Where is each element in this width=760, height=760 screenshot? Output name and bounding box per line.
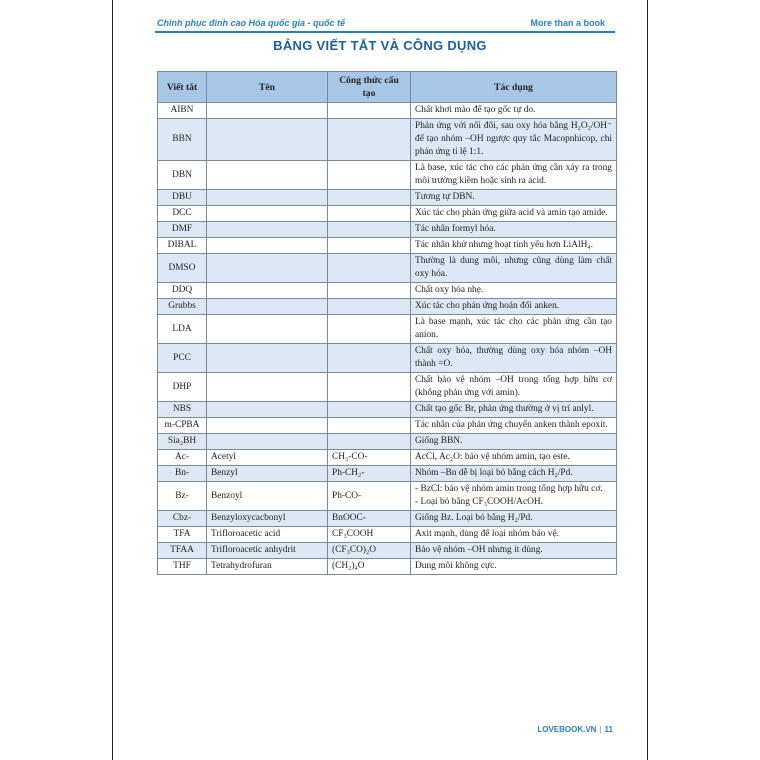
cell-use: Chất oxy hóa, thường dùng oxy hóa nhóm –OH thành =O. bbox=[411, 344, 617, 373]
cell-abbr: DMF bbox=[158, 222, 207, 238]
column-header-use: Tác dụng bbox=[411, 72, 617, 103]
cell-formula bbox=[328, 299, 411, 315]
cell-name: Benzoyl bbox=[207, 482, 328, 511]
cell-name bbox=[207, 344, 328, 373]
cell-use: Phản ứng với nối đôi, sau oxy hóa bằng H₂O₂/OH⁻ để tạo nhóm –OH ngược quy tắc Macopnhicop, chỉ phản ứng tỉ lệ 1:1. bbox=[411, 119, 617, 161]
table-row bbox=[158, 206, 617, 222]
cell-name bbox=[207, 402, 328, 418]
cell-use: Tác nhân khử nhưng hoạt tính yếu hơn LiAlH₄. bbox=[411, 238, 617, 254]
cell-formula: CH₃-CO- bbox=[328, 450, 411, 466]
cell-abbr: THF bbox=[158, 559, 207, 575]
header-slogan: More than a book bbox=[530, 18, 605, 28]
cell-abbr: m-CPBA bbox=[158, 418, 207, 434]
cell-name bbox=[207, 299, 328, 315]
cell-abbr: LDA bbox=[158, 315, 207, 344]
cell-name bbox=[207, 254, 328, 283]
cell-name bbox=[207, 190, 328, 206]
header-divider bbox=[155, 31, 615, 33]
cell-formula bbox=[328, 254, 411, 283]
cell-use: Tác nhân formyl hóa. bbox=[411, 222, 617, 238]
cell-abbr: DMSO bbox=[158, 254, 207, 283]
cell-name bbox=[207, 161, 328, 190]
cell-name: Acetyl bbox=[207, 450, 328, 466]
cell-formula bbox=[328, 315, 411, 344]
table-row bbox=[158, 344, 617, 373]
table-row bbox=[158, 299, 617, 315]
footer-separator: | bbox=[599, 725, 602, 734]
cell-name bbox=[207, 119, 328, 161]
table-body bbox=[158, 103, 617, 575]
cell-abbr: DIBAL bbox=[158, 238, 207, 254]
cell-abbr: TFA bbox=[158, 527, 207, 543]
cell-formula bbox=[328, 402, 411, 418]
cell-use: Là base mạnh, xúc tác cho các phản ứng cần tạo anion. bbox=[411, 315, 617, 344]
cell-abbr: TFAA bbox=[158, 543, 207, 559]
cell-abbr: BBN bbox=[158, 119, 207, 161]
cell-abbr: DDQ bbox=[158, 283, 207, 299]
cell-use: Bảo vệ nhóm –OH nhưng ít dùng. bbox=[411, 543, 617, 559]
cell-formula bbox=[328, 418, 411, 434]
cell-formula bbox=[328, 283, 411, 299]
table-row bbox=[158, 222, 617, 238]
footer-site: LOVEBOOK.VN bbox=[537, 725, 597, 734]
table-row bbox=[158, 373, 617, 402]
cell-name bbox=[207, 434, 328, 450]
cell-abbr: Bn- bbox=[158, 466, 207, 482]
cell-use: Tác nhân của phản ứng chuyển anken thành epoxit. bbox=[411, 418, 617, 434]
running-header bbox=[155, 18, 607, 32]
table-row bbox=[158, 103, 617, 119]
cell-abbr: Cbz- bbox=[158, 511, 207, 527]
cell-use: Xúc tác cho phản ứng hoán đổi anken. bbox=[411, 299, 617, 315]
cell-use: Là base, xúc tác cho các phản ứng cần xảy ra trong môi trường kiềm hoặc sinh ra acid. bbox=[411, 161, 617, 190]
table-row bbox=[158, 418, 617, 434]
cell-name bbox=[207, 103, 328, 119]
cell-use: - BzCl: bảo vệ nhóm amin trong tổng hợp hữu cơ. - Loại bỏ bằng CF₃COOH/AcOH. bbox=[411, 482, 617, 511]
cell-abbr: Bz- bbox=[158, 482, 207, 511]
cell-abbr: DBU bbox=[158, 190, 207, 206]
table-row bbox=[158, 238, 617, 254]
cell-name bbox=[207, 222, 328, 238]
table-row bbox=[158, 543, 617, 559]
cell-use: Giống BBN. bbox=[411, 434, 617, 450]
cell-formula bbox=[328, 206, 411, 222]
cell-formula: (CF₃CO)₂O bbox=[328, 543, 411, 559]
cell-use: AcCl, Ac₂O: bảo vệ nhóm amin, tạo este. bbox=[411, 450, 617, 466]
cell-formula bbox=[328, 238, 411, 254]
table-row bbox=[158, 315, 617, 344]
cell-name bbox=[207, 238, 328, 254]
table-row bbox=[158, 527, 617, 543]
table-row bbox=[158, 559, 617, 575]
column-header-formula: Công thức cấu tạo bbox=[328, 72, 411, 103]
cell-use: Thường là dung môi, nhưng cũng dùng làm chất oxy hóa. bbox=[411, 254, 617, 283]
cell-formula: Ph-CO- bbox=[328, 482, 411, 511]
page-footer bbox=[537, 725, 613, 734]
cell-name: Trifloroacetic acid bbox=[207, 527, 328, 543]
table-row bbox=[158, 161, 617, 190]
cell-name: Tetrahydrofuran bbox=[207, 559, 328, 575]
cell-name: Benzyl bbox=[207, 466, 328, 482]
cell-abbr: DHP bbox=[158, 373, 207, 402]
table-row bbox=[158, 283, 617, 299]
cell-formula bbox=[328, 373, 411, 402]
cell-formula bbox=[328, 161, 411, 190]
cell-abbr: NBS bbox=[158, 402, 207, 418]
page-title: BẢNG VIẾT TẮT VÀ CÔNG DỤNG bbox=[273, 38, 487, 53]
cell-formula: BnOOC- bbox=[328, 511, 411, 527]
cell-use: Chất tạo gốc Br, phản ứng thường ở vị trí anlyl. bbox=[411, 402, 617, 418]
page-number: 11 bbox=[604, 725, 613, 734]
header-book-title: Chinh phục đỉnh cao Hóa quốc gia - quốc tế bbox=[157, 18, 345, 28]
cell-formula: Ph-CH₂- bbox=[328, 466, 411, 482]
abbreviation-table bbox=[157, 71, 617, 575]
cell-name bbox=[207, 283, 328, 299]
cell-abbr: PCC bbox=[158, 344, 207, 373]
cell-formula bbox=[328, 119, 411, 161]
cell-abbr: Grubbs bbox=[158, 299, 207, 315]
cell-use: Axit mạnh, dùng để loại nhóm bảo vệ. bbox=[411, 527, 617, 543]
cell-use: Chất bảo vệ nhóm –OH trong tổng hợp hữu cơ (không phản ứng với amin). bbox=[411, 373, 617, 402]
cell-formula bbox=[328, 344, 411, 373]
table-row bbox=[158, 402, 617, 418]
table-row bbox=[158, 119, 617, 161]
cell-use: Giống Bz. Loại bỏ bằng H₂/Pd. bbox=[411, 511, 617, 527]
cell-abbr: DBN bbox=[158, 161, 207, 190]
column-header-abbr: Viết tắt bbox=[158, 72, 207, 103]
cell-name: Benzyloxycacbonyl bbox=[207, 511, 328, 527]
cell-abbr: DCC bbox=[158, 206, 207, 222]
table-row bbox=[158, 450, 617, 466]
cell-name bbox=[207, 373, 328, 402]
cell-use: Nhóm –Bn dễ bị loại bỏ bằng cách H₂/Pd. bbox=[411, 466, 617, 482]
cell-name bbox=[207, 315, 328, 344]
cell-use: Dung môi không cực. bbox=[411, 559, 617, 575]
cell-formula: CF₃COOH bbox=[328, 527, 411, 543]
cell-formula: (CH₂)₄O bbox=[328, 559, 411, 575]
cell-abbr: Sia₂BH bbox=[158, 434, 207, 450]
cell-use: Tương tự DBN. bbox=[411, 190, 617, 206]
column-header-name: Tên bbox=[207, 72, 328, 103]
cell-use: Chất khơi mào để tạo gốc tự do. bbox=[411, 103, 617, 119]
document-page bbox=[112, 0, 648, 760]
cell-name bbox=[207, 206, 328, 222]
cell-formula bbox=[328, 103, 411, 119]
cell-formula bbox=[328, 434, 411, 450]
cell-name: Trifloroacetic anhydrit bbox=[207, 543, 328, 559]
cell-formula bbox=[328, 222, 411, 238]
table-header-row bbox=[158, 72, 617, 103]
table-row bbox=[158, 190, 617, 206]
table-row bbox=[158, 466, 617, 482]
cell-abbr: AIBN bbox=[158, 103, 207, 119]
table-row bbox=[158, 254, 617, 283]
cell-use: Chất oxy hóa nhẹ. bbox=[411, 283, 617, 299]
cell-abbr: Ac- bbox=[158, 450, 207, 466]
cell-use: Xúc tác cho phản ứng giữa acid và amin tạo amide. bbox=[411, 206, 617, 222]
table-row bbox=[158, 482, 617, 511]
table-row bbox=[158, 511, 617, 527]
table-row bbox=[158, 434, 617, 450]
cell-formula bbox=[328, 190, 411, 206]
cell-name bbox=[207, 418, 328, 434]
